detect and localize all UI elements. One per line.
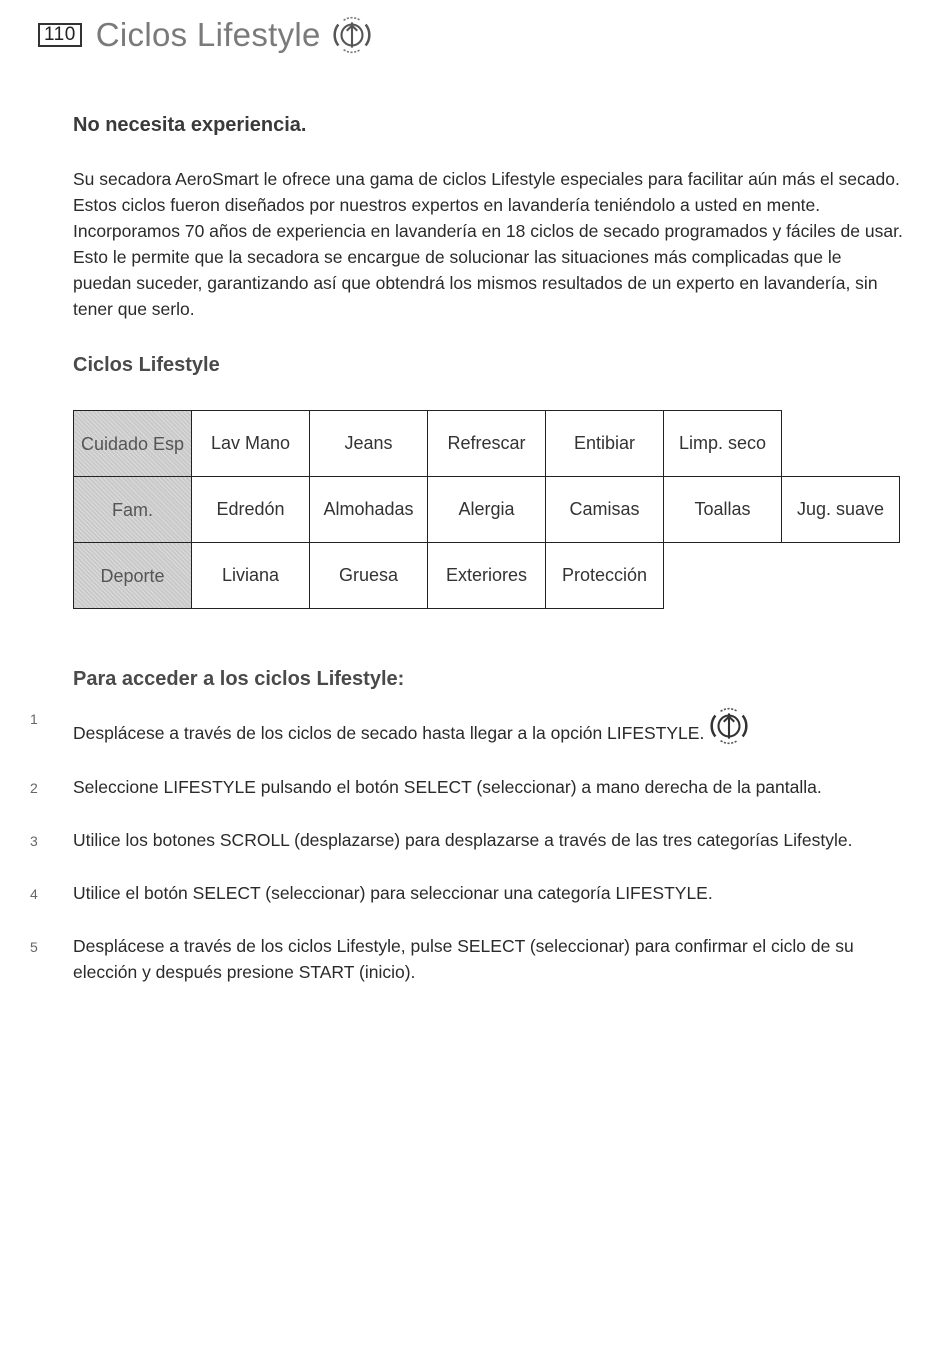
intro-paragraph: Su secadora AeroSmart le ofrece una gama de ciclos Lifestyle especiales para facilitar aún más el secado. Estos ciclos fueron diseñados por nuestros expertos en lavandería teniéndolo a usted en mente. Incorporamos 70 años de experiencia en lavandería en 18 ciclos de secado programados y fáciles de usar. Esto le permite que la secadora se encargue de solucionar las situaciones más complicadas que le puedan suceder, garantizando así que obtendrá los mismos resultados de un experto en lavandería, sin tener que serlo. bbox=[73, 169, 903, 319]
step-number: 3 bbox=[30, 833, 38, 849]
section-heading-cycles: Ciclos Lifestyle bbox=[73, 354, 220, 376]
section-heading-access: Para acceder a los ciclos Lifestyle: bbox=[73, 668, 405, 690]
table-cell: Lav Mano bbox=[192, 411, 310, 477]
table-cell: Jug. suave bbox=[782, 477, 900, 543]
empty-cell bbox=[782, 411, 900, 477]
step-text: Desplácese a través de los ciclos de secado hasta llegar a la opción LIFESTYLE. bbox=[73, 723, 705, 743]
list-item bbox=[30, 880, 910, 906]
step-text: Utilice el botón SELECT (seleccionar) para seleccionar una categoría LIFESTYLE. bbox=[73, 883, 713, 903]
table-cell: Almohadas bbox=[310, 477, 428, 543]
table-cell: Protección bbox=[546, 543, 664, 609]
table-cell: Toallas bbox=[664, 477, 782, 543]
table-cell: Entibiar bbox=[546, 411, 664, 477]
steps-list bbox=[30, 705, 910, 1012]
row-header-cuidado: Cuidado Esp bbox=[74, 411, 192, 477]
step-text: Desplácese a través de los ciclos Lifestyle, pulse SELECT (seleccionar) para confirmar el ciclo de su elección y después presione START (inicio). bbox=[73, 936, 854, 982]
table-cell: Limp. seco bbox=[664, 411, 782, 477]
list-item bbox=[30, 933, 910, 985]
list-item bbox=[30, 774, 910, 800]
table-cell: Exteriores bbox=[428, 543, 546, 609]
table-row bbox=[74, 477, 900, 543]
table-cell: Gruesa bbox=[310, 543, 428, 609]
lifestyle-cycles-table bbox=[73, 410, 900, 609]
page-header bbox=[38, 14, 373, 56]
empty-cell bbox=[782, 543, 900, 609]
lifestyle-icon bbox=[331, 14, 373, 56]
table-cell: Alergia bbox=[428, 477, 546, 543]
step-number: 1 bbox=[30, 711, 38, 727]
step-number: 4 bbox=[30, 886, 38, 902]
empty-cell bbox=[664, 543, 782, 609]
table-row bbox=[74, 411, 900, 477]
list-item bbox=[30, 827, 910, 853]
row-header-deporte: Deporte bbox=[74, 543, 192, 609]
page-number: 110 bbox=[38, 23, 82, 47]
step-number: 2 bbox=[30, 780, 38, 796]
list-item bbox=[30, 705, 910, 747]
step-text: Seleccione LIFESTYLE pulsando el botón SELECT (seleccionar) a mano derecha de la pantalla. bbox=[73, 777, 822, 797]
table-cell: Camisas bbox=[546, 477, 664, 543]
table-cell: Jeans bbox=[310, 411, 428, 477]
page-title: Ciclos Lifestyle bbox=[95, 16, 321, 53]
section-heading-experience: No necesita experiencia. bbox=[73, 114, 307, 136]
table-row bbox=[74, 543, 900, 609]
step-text: Utilice los botones SCROLL (desplazarse) para desplazarse a través de las tres categorías Lifestyle. bbox=[73, 830, 853, 850]
row-header-fam: Fam. bbox=[74, 477, 192, 543]
step-number: 5 bbox=[30, 939, 38, 955]
lifestyle-icon bbox=[708, 705, 750, 747]
table-cell: Liviana bbox=[192, 543, 310, 609]
table-cell: Edredón bbox=[192, 477, 310, 543]
table-cell: Refrescar bbox=[428, 411, 546, 477]
